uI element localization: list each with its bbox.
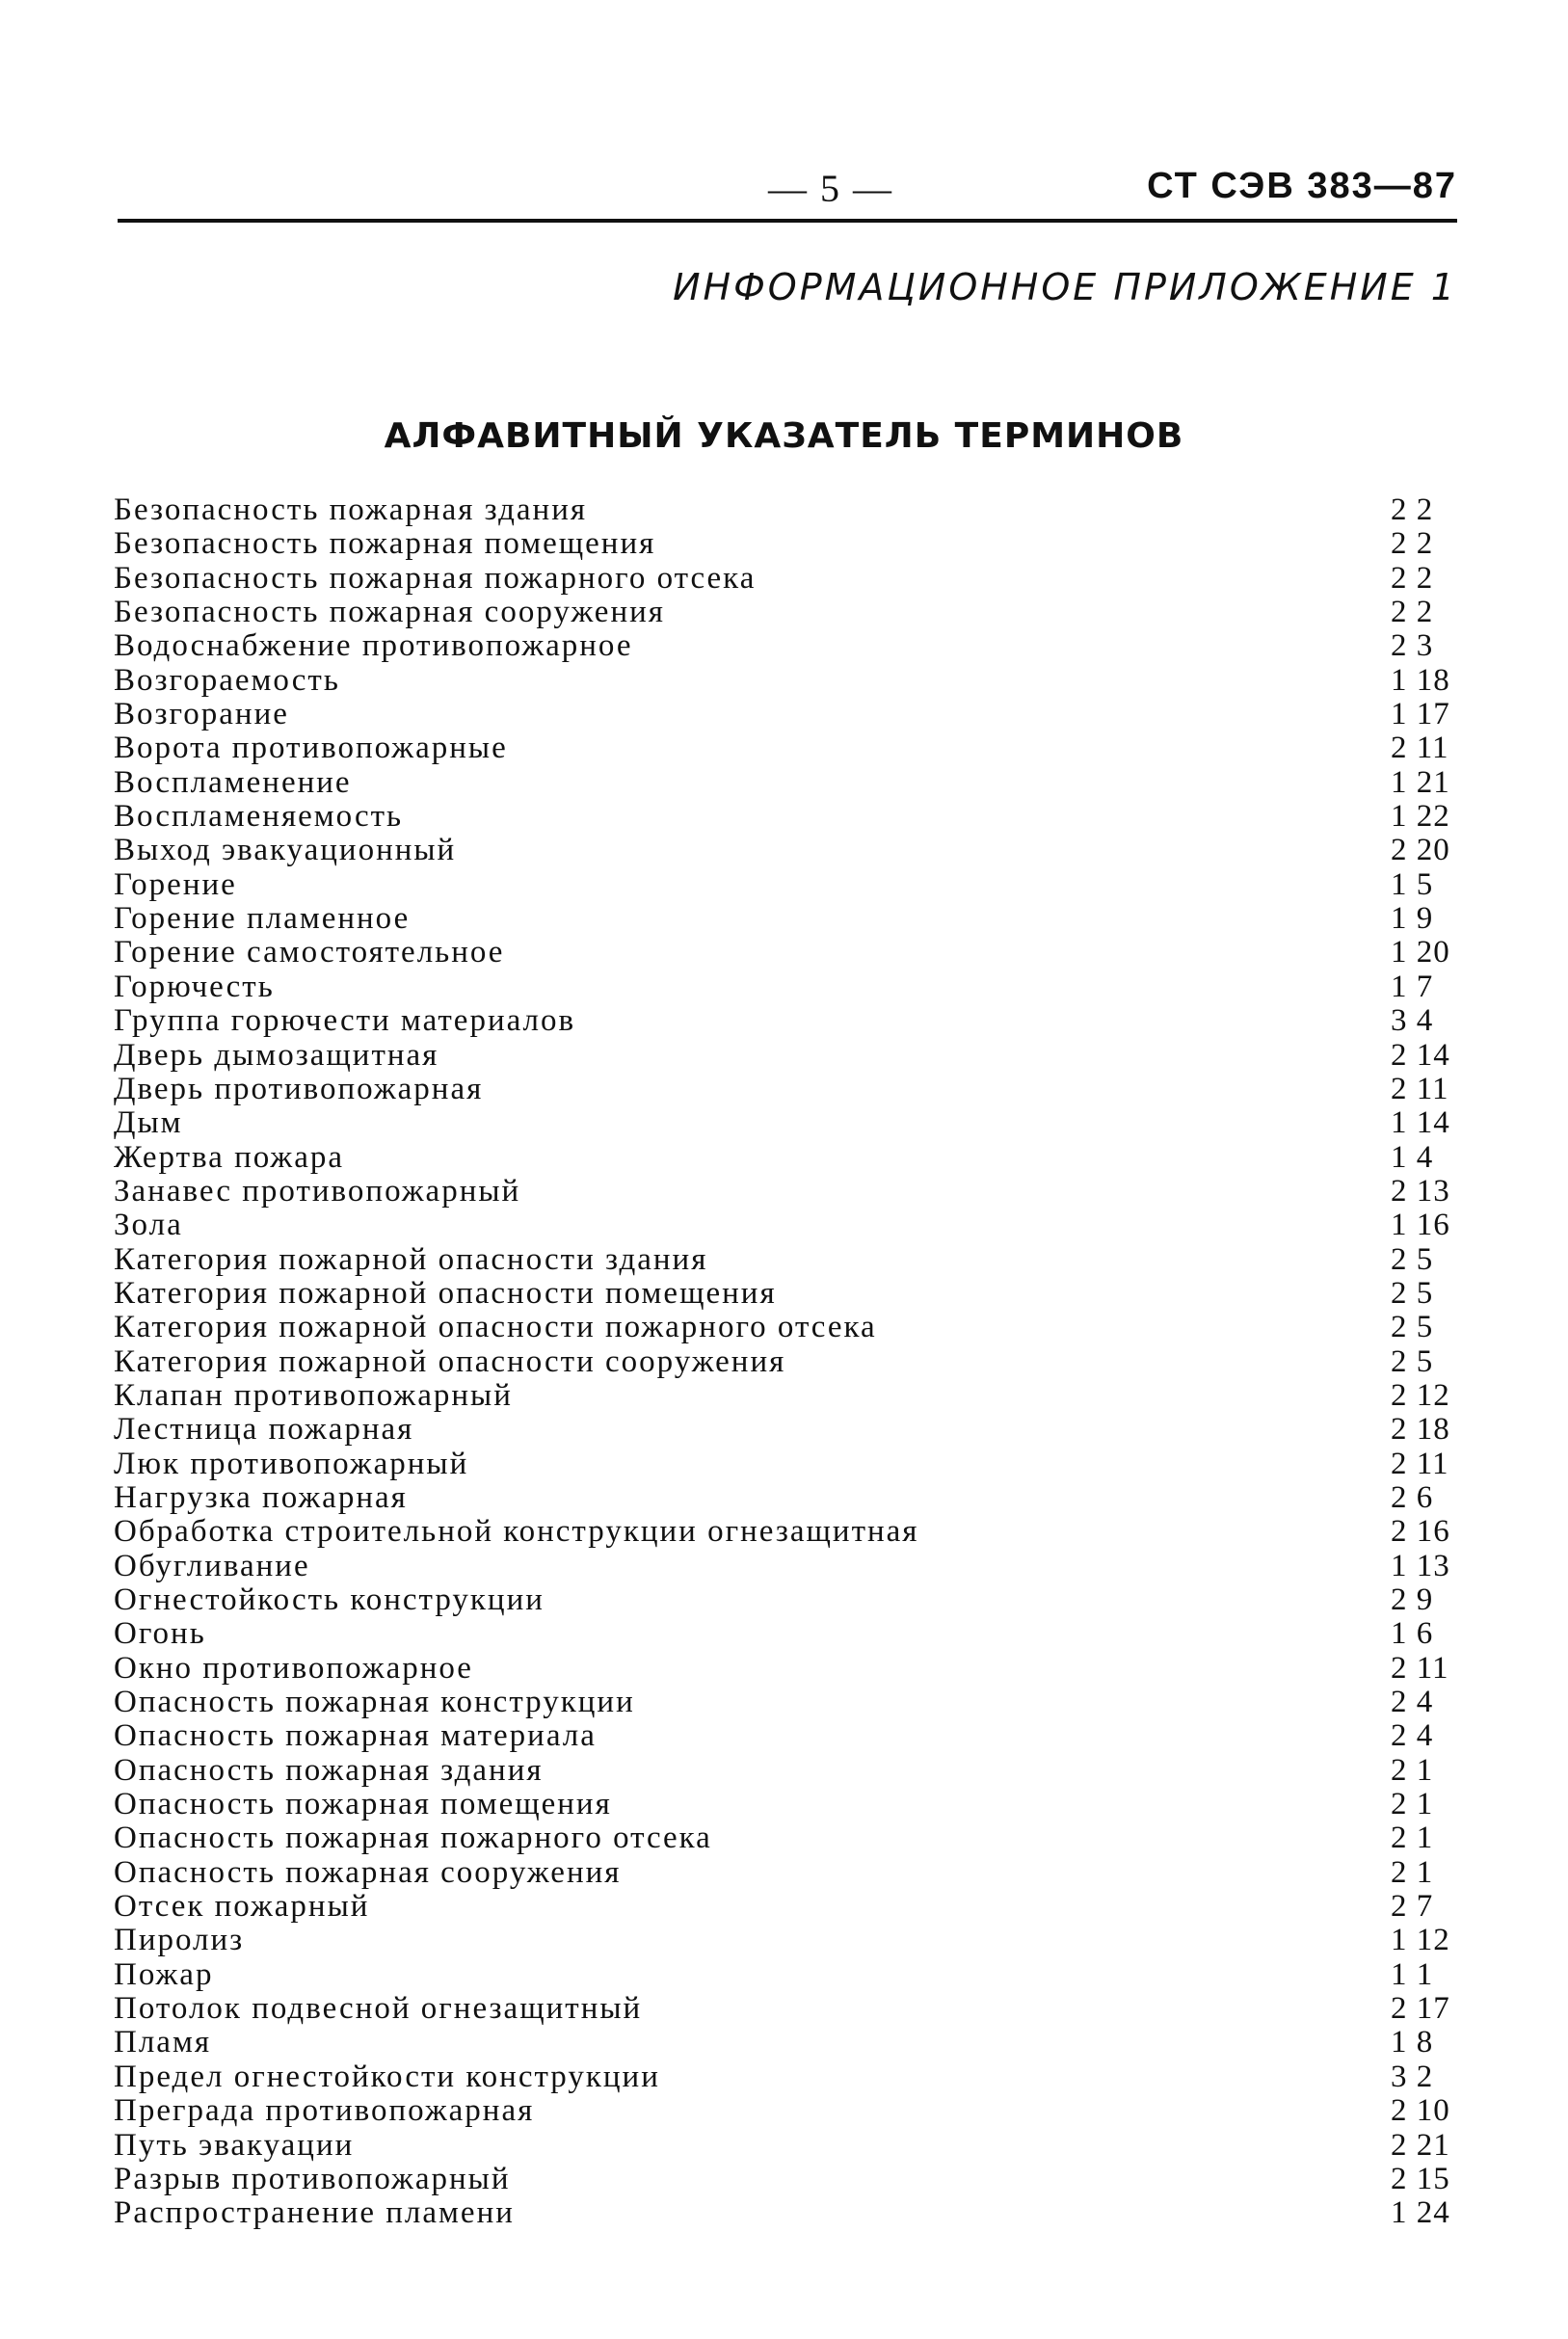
index-entry (114, 800, 1465, 834)
index-reference: 2 11 (1391, 731, 1449, 766)
index-reference: 2 18 (1391, 1412, 1450, 1448)
index-reference: 1 7 (1391, 969, 1434, 1004)
index-term: Распространение пламени (114, 2195, 515, 2231)
page-header (118, 166, 1457, 214)
index-reference: 1 1 (1391, 1956, 1434, 1992)
index-entry (114, 1686, 1465, 1719)
index-term: Окно противопожарное (114, 1650, 473, 1686)
index-reference: 1 4 (1391, 1139, 1434, 1175)
index-reference: 1 14 (1391, 1105, 1450, 1141)
index-reference: 2 2 (1391, 560, 1434, 596)
index-reference: 1 6 (1391, 1616, 1434, 1652)
index-entry (114, 1413, 1465, 1447)
term-index-list (114, 493, 1465, 2231)
index-reference: 2 5 (1391, 1310, 1434, 1345)
index-term: Горение (114, 866, 237, 902)
index-reference: 1 22 (1391, 799, 1450, 835)
index-term: Категория пожарной опасности здания (114, 1241, 708, 1277)
index-reference: 2 13 (1391, 1173, 1450, 1209)
index-term: Пламя (114, 2025, 212, 2060)
index-entry (114, 1890, 1465, 1924)
index-entry (114, 596, 1465, 629)
index-reference: 1 8 (1391, 2025, 1434, 2060)
index-entry (114, 664, 1465, 698)
index-entry (114, 1209, 1465, 1242)
index-term: Дым (114, 1105, 183, 1141)
index-reference: 2 11 (1391, 1071, 1449, 1106)
index-entry (114, 1719, 1465, 1753)
index-reference: 2 1 (1391, 1752, 1434, 1788)
index-term: Опасность пожарная материала (114, 1718, 597, 1754)
index-term: Обработка строительной конструкции огнезащитная (114, 1514, 919, 1550)
index-entry (114, 1856, 1465, 1890)
index-entry (114, 1958, 1465, 1992)
index-term: Клапан противопожарный (114, 1377, 513, 1413)
index-entry (114, 1754, 1465, 1788)
index-term: Преграда противопожарная (114, 2093, 535, 2129)
index-entry (114, 1311, 1465, 1344)
index-reference: 1 12 (1391, 1923, 1450, 1958)
index-term: Категория пожарной опасности помещения (114, 1275, 777, 1311)
index-entry (114, 1481, 1465, 1515)
index-entry (114, 527, 1465, 561)
index-entry (114, 1583, 1465, 1617)
index-reference: 2 5 (1391, 1343, 1434, 1379)
index-reference: 2 12 (1391, 1377, 1450, 1413)
index-reference: 2 2 (1391, 526, 1434, 562)
index-term: Дверь дымозащитная (114, 1037, 439, 1073)
index-entry (114, 731, 1465, 765)
index-reference: 2 1 (1391, 1854, 1434, 1890)
index-term: Дверь противопожарная (114, 1071, 484, 1106)
index-term: Огонь (114, 1616, 206, 1652)
index-entry (114, 936, 1465, 970)
index-term: Разрыв противопожарный (114, 2161, 511, 2196)
index-entry (114, 1379, 1465, 1413)
index-term: Ворота противопожарные (114, 731, 508, 766)
index-term: Опасность пожарная пожарного отсека (114, 1821, 712, 1856)
index-reference: 2 15 (1391, 2161, 1450, 2196)
index-reference: 2 2 (1391, 595, 1434, 630)
index-entry (114, 2094, 1465, 2128)
index-entry (114, 629, 1465, 663)
index-entry (114, 1448, 1465, 1481)
index-entry (114, 1345, 1465, 1379)
index-term: Потолок подвесной огнезащитный (114, 1991, 643, 2027)
index-reference: 2 3 (1391, 628, 1434, 664)
index-term: Воспламенение (114, 764, 352, 800)
index-term: Люк противопожарный (114, 1446, 469, 1481)
index-reference: 2 2 (1391, 492, 1434, 527)
index-term: Безопасность пожарная сооружения (114, 595, 665, 630)
index-reference: 1 5 (1391, 866, 1434, 902)
index-reference: 2 5 (1391, 1275, 1434, 1311)
index-entry (114, 970, 1465, 1004)
index-title: АЛФАВИТНЫЙ УКАЗАТЕЛЬ ТЕРМИНОВ (384, 416, 1184, 456)
index-term: Группа горючести материалов (114, 1003, 576, 1039)
index-reference: 3 4 (1391, 1003, 1434, 1039)
index-entry (114, 493, 1465, 527)
index-term: Горючесть (114, 969, 275, 1004)
index-reference: 2 10 (1391, 2093, 1450, 2129)
index-reference: 2 11 (1391, 1650, 1449, 1686)
index-entry (114, 1106, 1465, 1140)
index-term: Горение пламенное (114, 901, 411, 937)
index-entry (114, 868, 1465, 902)
index-reference: 2 6 (1391, 1479, 1434, 1515)
index-entry (114, 698, 1465, 731)
index-term: Опасность пожарная конструкции (114, 1685, 635, 1720)
index-entry (114, 1243, 1465, 1277)
index-reference: 1 18 (1391, 662, 1450, 698)
index-reference: 2 11 (1391, 1446, 1449, 1481)
index-reference: 2 5 (1391, 1241, 1434, 1277)
index-term: Выход эвакуационный (114, 833, 457, 868)
index-entry (114, 1992, 1465, 2026)
document-code: СТ СЭВ 383—87 (1147, 166, 1457, 206)
index-reference: 2 21 (1391, 2127, 1450, 2163)
index-term: Опасность пожарная помещения (114, 1787, 612, 1822)
index-entry (114, 1175, 1465, 1209)
index-term: Безопасность пожарная помещения (114, 526, 656, 562)
index-term: Безопасность пожарная здания (114, 492, 588, 527)
index-reference: 1 21 (1391, 764, 1450, 800)
index-term: Лестница пожарная (114, 1412, 414, 1448)
index-reference: 2 1 (1391, 1787, 1434, 1822)
index-reference: 1 16 (1391, 1208, 1450, 1243)
index-term: Предел огнестойкости конструкции (114, 2059, 660, 2094)
index-entry (114, 1617, 1465, 1651)
index-term: Водоснабжение противопожарное (114, 628, 633, 664)
index-entry (114, 1073, 1465, 1106)
index-term: Путь эвакуации (114, 2127, 355, 2163)
index-reference: 3 2 (1391, 2059, 1434, 2094)
index-term: Обугливание (114, 1548, 310, 1583)
index-reference: 2 16 (1391, 1514, 1450, 1550)
index-entry (114, 2129, 1465, 2163)
index-reference: 2 4 (1391, 1718, 1434, 1754)
index-term: Горение самостоятельное (114, 935, 505, 970)
index-term: Опасность пожарная сооружения (114, 1854, 622, 1890)
index-term: Жертва пожара (114, 1139, 345, 1175)
index-entry (114, 834, 1465, 867)
page-number: — 5 — (768, 167, 893, 210)
index-term: Возгораемость (114, 662, 340, 698)
header-rule (118, 219, 1457, 223)
index-reference: 2 17 (1391, 1991, 1450, 2027)
index-entry (114, 2026, 1465, 2060)
index-entry (114, 1515, 1465, 1549)
index-term: Опасность пожарная здания (114, 1752, 544, 1788)
index-entry (114, 1821, 1465, 1855)
index-reference: 2 7 (1391, 1889, 1434, 1925)
index-reference: 2 14 (1391, 1037, 1450, 1073)
index-reference: 1 13 (1391, 1548, 1450, 1583)
index-entry (114, 2196, 1465, 2230)
index-entry (114, 2163, 1465, 2196)
index-term: Нагрузка пожарная (114, 1479, 408, 1515)
index-entry (114, 1039, 1465, 1073)
index-term: Возгорание (114, 697, 289, 732)
index-term: Отсек пожарный (114, 1889, 370, 1925)
index-term: Воспламеняемость (114, 799, 404, 835)
index-entry (114, 902, 1465, 936)
index-reference: 2 9 (1391, 1582, 1434, 1617)
index-entry (114, 2060, 1465, 2094)
index-reference: 1 9 (1391, 901, 1434, 937)
index-reference: 1 17 (1391, 697, 1450, 732)
index-term: Категория пожарной опасности сооружения (114, 1343, 786, 1379)
index-entry (114, 1550, 1465, 1583)
index-term: Пожар (114, 1956, 214, 1992)
index-term: Занавес противопожарный (114, 1173, 521, 1209)
index-entry (114, 1924, 1465, 1957)
index-reference: 1 24 (1391, 2195, 1450, 2231)
appendix-label: ИНФОРМАЦИОННОЕ ПРИЛОЖЕНИЕ 1 (673, 266, 1457, 308)
index-term: Категория пожарной опасности пожарного отсека (114, 1310, 877, 1345)
index-entry (114, 1141, 1465, 1175)
index-reference: 1 20 (1391, 935, 1450, 970)
index-entry (114, 1788, 1465, 1821)
index-term: Зола (114, 1208, 183, 1243)
index-entry (114, 1652, 1465, 1686)
index-term: Безопасность пожарная пожарного отсека (114, 560, 757, 596)
index-reference: 2 20 (1391, 833, 1450, 868)
index-reference: 2 1 (1391, 1821, 1434, 1856)
index-entry (114, 1004, 1465, 1038)
index-entry (114, 562, 1465, 596)
index-reference: 2 4 (1391, 1685, 1434, 1720)
index-term: Огнестойкость конструкции (114, 1582, 545, 1617)
index-term: Пиролиз (114, 1923, 245, 1958)
index-entry (114, 1277, 1465, 1311)
index-entry (114, 766, 1465, 800)
